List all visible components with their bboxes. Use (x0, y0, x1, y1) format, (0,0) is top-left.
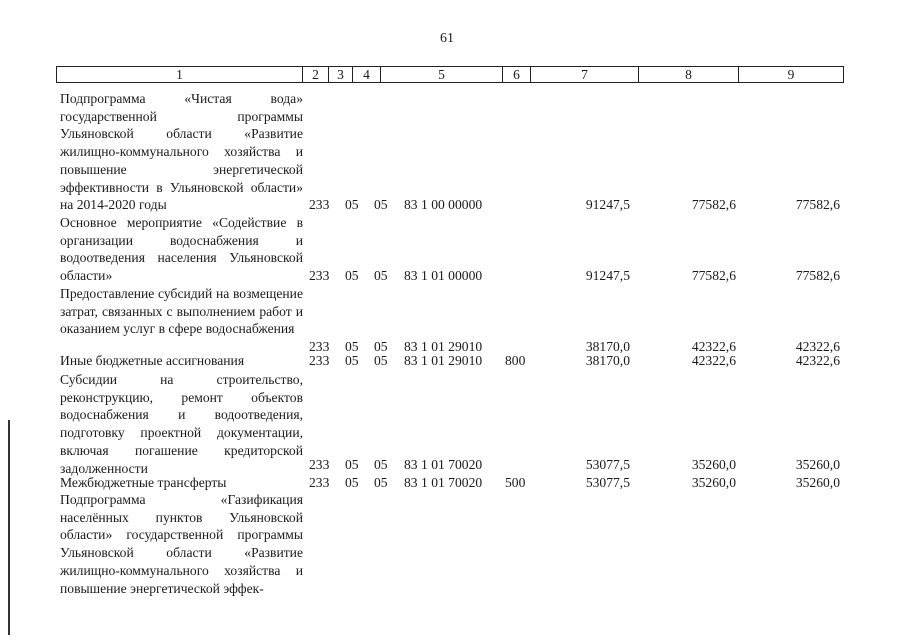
row-amount-col7: 38170,0 (585, 339, 630, 354)
row-amount-col8: 42322,6 (691, 353, 736, 368)
row-amount-col9: 35260,0 (795, 475, 840, 490)
header-col-9: 9 (787, 67, 795, 82)
header-col-6: 6 (503, 67, 531, 82)
row-code-ministry: 233 (309, 339, 330, 354)
row-name: Межбюджетные трансферты (60, 475, 227, 490)
row-amount-col7: 53077,5 (585, 457, 630, 472)
row-amount-col7: 91247,5 (585, 268, 630, 283)
row-code-subsection: 05 (374, 339, 388, 354)
row-amount-col8: 35260,0 (691, 475, 736, 490)
header-col-8: 8 (639, 67, 739, 82)
row-amount-col9: 42322,6 (795, 339, 840, 354)
header-col-2: 2 (303, 67, 329, 82)
row-code-ministry: 233 (309, 197, 330, 212)
row-code-section: 05 (345, 339, 359, 354)
row-name: Основное мероприятие «Содействие в организации водоснабжения и водоотведения населения Ульяновской области» (60, 215, 303, 284)
row-target-article: 83 1 01 29010 (404, 339, 483, 354)
row-code-subsection: 05 (374, 197, 388, 212)
row-amount-col7: 91247,5 (585, 197, 630, 212)
page-number: 61 (440, 31, 454, 46)
row-amount-col8: 77582,6 (691, 268, 736, 283)
row-target-article: 83 1 01 29010 (404, 353, 483, 368)
row-target-article: 83 1 01 00000 (404, 268, 483, 283)
row-name: Предоставление субсидий на возмещение затрат, связанных с выполнением работ и оказанием услуг в сфере водоснабжения (60, 286, 303, 337)
row-name: Подпрограмма «Чистая вода» государственной программы Ульяновской области «Развитие жилищно-коммунального хозяйства и повышение энергетической эффективности в Ульяновской области» на 2014-2020 годы (60, 91, 303, 213)
header-col-3: 3 (329, 67, 353, 82)
row-name: Подпрограмма «Газификация населённых пунктов Ульяновской области» государственной программы Ульяновской области «Развитие жилищно-коммунального хозяйства и повышение энергетической эффек- (60, 492, 303, 596)
header-col-4: 4 (353, 67, 381, 82)
row-amount-col9: 35260,0 (795, 457, 840, 472)
row-code-ministry: 233 (309, 353, 330, 368)
row-amount-col9: 77582,6 (795, 268, 840, 283)
row-code-subsection: 05 (374, 475, 388, 490)
header-col-1: 1 (57, 67, 303, 82)
row-code-section: 05 (345, 197, 359, 212)
row-target-article: 83 1 01 70020 (404, 475, 483, 490)
header-col-5: 5 (381, 67, 503, 82)
row-name: Иные бюджетные ассигнования (60, 353, 245, 368)
row-amount-col7: 53077,5 (585, 475, 630, 490)
table-header-row (56, 66, 844, 83)
row-code-ministry: 233 (309, 457, 330, 472)
row-code-subsection: 05 (374, 268, 388, 283)
row-name: Субсидии на строительство, реконструкцию, ремонт объектов водоснабжения и водоотведения, подготовку проектной документации, включая погашение кредиторской задолженности (60, 372, 303, 476)
row-code-section: 05 (345, 268, 359, 283)
row-code-subsection: 05 (374, 457, 388, 472)
row-target-article: 83 1 00 00000 (404, 197, 483, 212)
row-amount-col8: 35260,0 (691, 457, 736, 472)
row-code-subsection: 05 (374, 353, 388, 368)
scan-edge-mark (8, 420, 10, 635)
row-amount-col9: 42322,6 (795, 353, 840, 368)
row-expense-type: 500 (505, 475, 526, 490)
row-code-section: 05 (345, 353, 359, 368)
row-amount-col9: 77582,6 (795, 197, 840, 212)
row-code-section: 05 (345, 475, 359, 490)
row-amount-col8: 77582,6 (691, 197, 736, 212)
row-code-ministry: 233 (309, 268, 330, 283)
row-amount-col8: 42322,6 (691, 339, 736, 354)
row-amount-col7: 38170,0 (585, 353, 630, 368)
row-target-article: 83 1 01 70020 (404, 457, 483, 472)
row-code-section: 05 (345, 457, 359, 472)
header-col-7: 7 (531, 67, 639, 82)
row-expense-type: 800 (505, 353, 526, 368)
row-code-ministry: 233 (309, 475, 330, 490)
